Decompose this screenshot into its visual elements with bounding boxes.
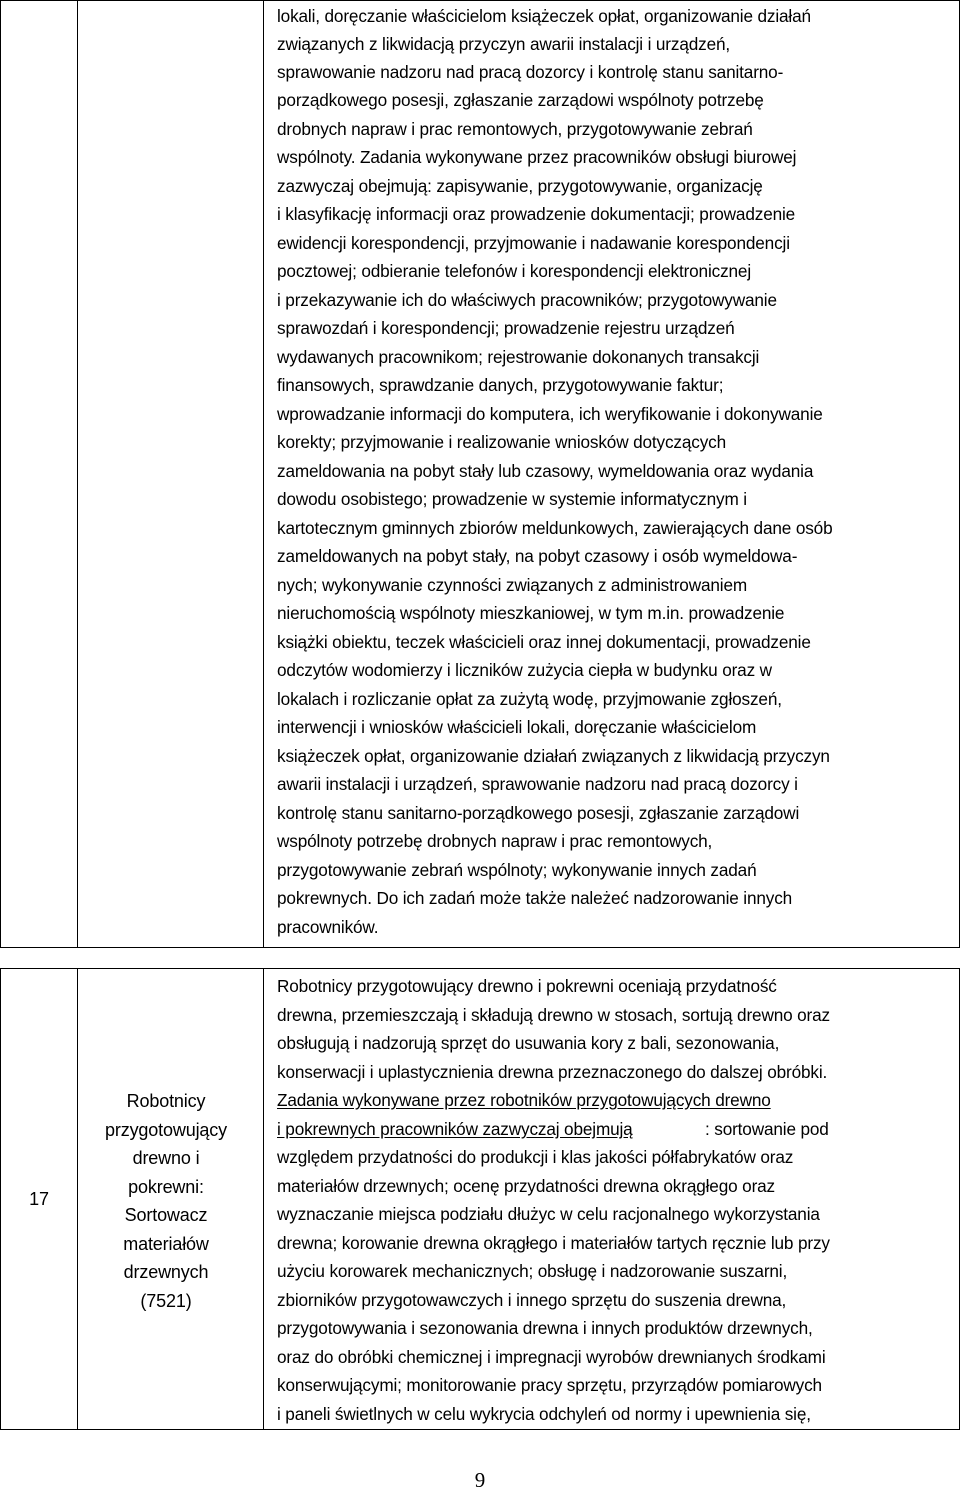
description-line-underlined: i pokrewnych pracowników zazwyczaj obejmują (277, 1119, 633, 1139)
page-number: 9 (474, 1468, 486, 1492)
description-line: oraz do obróbki chemicznej i impregnacji wyrobów drewnianych środkami (277, 1347, 826, 1367)
occupation-line: drzewnych (123, 1262, 209, 1282)
description-line: dowodu osobistego; prowadzenie w systemie informatycznym i (277, 489, 747, 509)
description-line: i paneli świetlnych w celu wykrycia odchyleń od normy i upewnienia się, (277, 1404, 811, 1424)
description-line: interwencji i wniosków właścicieli lokali, doręczanie właścicielom (277, 717, 757, 737)
description-line: nieruchomością wspólnoty mieszkaniowej, w tym m.in. prowadzenie (277, 603, 785, 623)
description-line: korekty; przyjmowanie i realizowanie wniosków dotyczących (277, 432, 727, 452)
description-line: : sortowanie pod (705, 1119, 829, 1139)
description-line: pocztowej; odbieranie telefonów i korespondencji elektronicznej (277, 261, 751, 281)
occupation-line: drewno i (132, 1148, 200, 1168)
description-line: Robotnicy przygotowujący drewno i pokrewni oceniają przydatność (277, 976, 777, 996)
description-line: konserwującymi; monitorowanie pracy sprzętu, przyrządów pomiarowych (277, 1375, 822, 1395)
description-line: kontrolę stanu sanitarno-porządkowego posesji, zgłaszanie zarządowi (277, 803, 800, 823)
description-line: przygotowywania i sezonowania drewna i innych produktów drzewnych, (277, 1318, 813, 1338)
description-line: pracowników. (277, 917, 379, 937)
occupation-line: przygotowujący (105, 1120, 227, 1140)
description-line: porządkowego posesji, zgłaszanie zarządowi wspólnoty potrzebę (277, 90, 764, 110)
description-line: zameldowania na pobyt stały lub czasowy, wymeldowania oraz wydania (277, 461, 814, 481)
description-line: wspólnoty potrzebę drobnych napraw i prac remontowych, (277, 831, 713, 851)
description-line: zbiorników przygotowawczych i innego sprzętu do suszenia drewna, (277, 1290, 787, 1310)
description-line: konserwacji i uplastycznienia drewna przeznaczonego do dalszej obróbki. (277, 1062, 828, 1082)
description-line: nych; wykonywanie czynności związanych z administrowaniem (277, 575, 748, 595)
description-line: sprawozdań i korespondencji; prowadzenie rejestru urządzeń (277, 318, 735, 338)
description-line: odczytów wodomierzy i liczników zużycia ciepła w budynku oraz w (277, 660, 772, 680)
description-line: awarii instalacji i urządzeń, sprawowanie nadzoru nad pracą dozorcy i (277, 774, 798, 794)
description-line: użyciu korowarek mechanicznych; obsługę i nadzorowanie suszarni, (277, 1261, 788, 1281)
description-line: lokali, doręczanie właścicielom książeczek opłat, organizowanie działań (277, 6, 811, 26)
row-17-occupation-cell (77, 968, 264, 1430)
description-line: materiałów drzewnych; ocenę przydatności drewna okrągłego oraz (277, 1176, 775, 1196)
description-line: związanych z likwidacją przyczyn awarii instalacji i urządzeń, (277, 34, 731, 54)
description-line: pokrewnych. Do ich zadań może także należeć nadzorowanie innych (277, 888, 793, 908)
description-line: książki obiektu, teczek właścicieli oraz innej dokumentacji, prowadzenie (277, 632, 811, 652)
description-line: zazwyczaj obejmują: zapisywanie, przygotowywanie, organizację (277, 176, 763, 196)
occupation-line: (7521) (140, 1291, 192, 1311)
description-line: lokalach i rozliczanie opłat za zużytą wodę, przyjmowanie zgłoszeń, (277, 689, 782, 709)
description-line: książeczek opłat, organizowanie działań związanych z likwidacją przyczyn (277, 746, 830, 766)
description-line: wydawanych pracownikom; rejestrowanie dokonanych transakcji (277, 347, 760, 367)
row-number: 17 (29, 1189, 49, 1209)
description-line-underlined: Zadania wykonywane przez robotników przygotowujących drewno (277, 1090, 771, 1110)
description-line: obsługują i nadzorują sprzęt do usuwania kory z bali, sezonowania, (277, 1033, 780, 1053)
description-line: i przekazywanie ich do właściwych pracowników; przygotowywanie (277, 290, 777, 310)
description-line: drewna, przemieszczają i składują drewno w stosach, sortują drewno oraz (277, 1005, 830, 1025)
occupation-line: Robotnicy (126, 1091, 206, 1111)
row-continued-number-cell (0, 0, 78, 948)
description-line: drewna; korowanie drewna okrągłego i materiałów tartych ręcznie lub przy (277, 1233, 830, 1253)
description-line: i klasyfikację informacji oraz prowadzenie dokumentacji; prowadzenie (277, 204, 796, 224)
description-line: wspólnoty. Zadania wykonywane przez pracowników obsługi biurowej (277, 147, 797, 167)
description-line: sprawowanie nadzoru nad pracą dozorcy i kontrolę stanu sanitarno- (277, 62, 784, 82)
occupation-line: pokrewni: (128, 1177, 204, 1197)
row-continued-occupation-cell (77, 0, 264, 948)
description-line: drobnych napraw i prac remontowych, przygotowywanie zebrań (277, 119, 753, 139)
occupation-line: Sortowacz (124, 1205, 208, 1225)
description-line: finansowych, sprawdzanie danych, przygotowywanie faktur; (277, 375, 724, 395)
description-line: wprowadzanie informacji do komputera, ich weryfikowanie i dokonywanie (277, 404, 823, 424)
description-line: wyznaczanie miejsca podziału dłużyc w celu racjonalnego wykorzystania (277, 1204, 820, 1224)
description-line: ewidencji korespondencji, przyjmowanie i nadawanie korespondencji (277, 233, 790, 253)
description-line: kartotecznym gminnych zbiorów meldunkowych, zawierających dane osób (277, 518, 833, 538)
description-line: przygotowywanie zebrań wspólnoty; wykonywanie innych zadań (277, 860, 757, 880)
occupation-line: materiałów (123, 1234, 209, 1254)
description-line: względem przydatności do produkcji i klas jakości półfabrykatów oraz (277, 1147, 794, 1167)
description-line: zameldowanych na pobyt stały, na pobyt czasowy i osób wymeldowa- (277, 546, 798, 566)
